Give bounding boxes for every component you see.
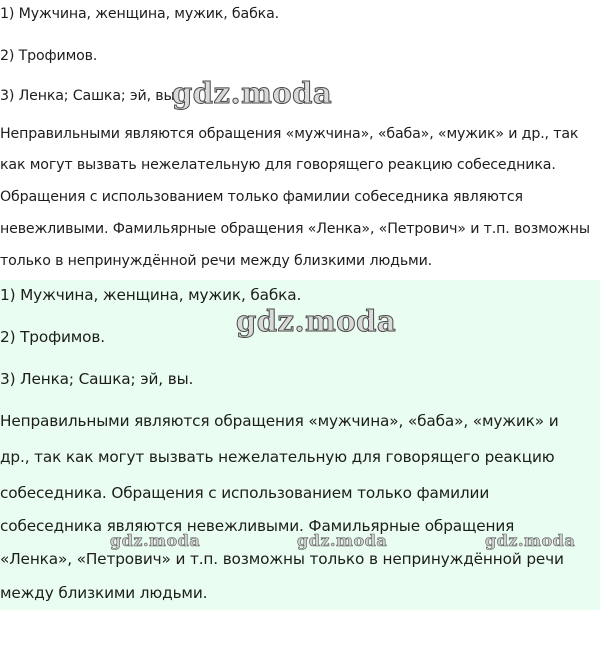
explanation-line-5: «Ленка», «Петрович» и т.п. возможны только в непринуждённой речи: [0, 550, 564, 568]
explanation-line-3: Обращения с использованием только фамилии собеседника являются: [0, 189, 523, 205]
answer-line-3: 3) Ленка; Сашка; эй, вы.: [0, 88, 179, 104]
explanation-line-4: собеседника являются невежливыми. Фамильярные обращения: [0, 517, 515, 535]
explanation-line-5: только в непринуждённой речи между близкими людьми.: [0, 253, 433, 269]
answer-line-3: 3) Ленка; Сашка; эй, вы.: [0, 370, 194, 388]
explanation-line-1: Неправильными являются обращения «мужчина», «баба», «мужик» и др., так: [0, 126, 579, 142]
explanation-line-1: Неправильными являются обращения «мужчина», «баба», «мужик» и: [0, 412, 559, 430]
explanation-line-2: как могут вызвать нежелательную для говорящего реакцию собеседника.: [0, 157, 556, 173]
watermark-logo: gdz.moda: [485, 531, 576, 550]
answer-line-1: 1) Мужчина, женщина, мужик, бабка.: [0, 286, 302, 304]
watermark-logo: gdz.moda: [110, 531, 201, 550]
answer-line-1: 1) Мужчина, женщина, мужик, бабка.: [0, 6, 279, 22]
explanation-line-4: невежливыми. Фамильярные обращения «Ленка», «Петрович» и т.п. возможны: [0, 221, 590, 237]
watermark-logo: gdz.moda: [297, 531, 388, 550]
answer-line-2: 2) Трофимов.: [0, 48, 98, 64]
watermark-logo: gdz.moda: [172, 76, 333, 110]
explanation-line-3: собеседника. Обращения с использованием только фамилии: [0, 484, 490, 502]
answer-line-2: 2) Трофимов.: [0, 328, 105, 346]
explanation-line-2: др., так как могут вызвать нежелательную для говорящего реакцию: [0, 448, 555, 466]
explanation-line-6: между близкими людьми.: [0, 584, 208, 602]
watermark-logo: gdz.moda: [236, 304, 397, 338]
